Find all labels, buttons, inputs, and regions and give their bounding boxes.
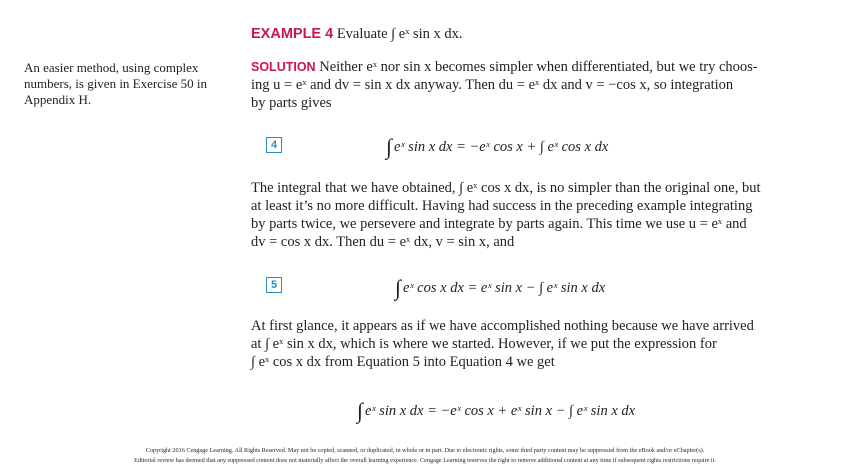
footer-line: Editorial review has deemed that any suppressed content does not materially affect the overall learning experience. Cengage Learning reserves the right to remove additional content at any time if subsequent rights restrictions require it. <box>134 457 716 464</box>
equation-5 <box>395 272 605 298</box>
combined-equation <box>357 395 635 421</box>
solution-paragraph-3 <box>251 317 776 371</box>
margin-note-line: Appendix H. <box>24 92 92 107</box>
margin-note <box>24 60 229 108</box>
text-line: ing u = eˣ and dv = sin x dx anyway. Then du = eˣ dx and v = −cos x, so integration <box>251 77 734 93</box>
example-prompt: Evaluate ∫ eˣ sin x dx. <box>336 26 463 42</box>
equation-number-5: 5 <box>266 277 282 293</box>
text-line: by parts twice, we persevere and integrate by parts again. This time we use u = eˣ and <box>251 216 747 232</box>
text-line <box>251 58 776 76</box>
example-label: EXAMPLE 4 <box>251 26 334 42</box>
combined-equation-text: eˣ sin x dx = −eˣ cos x + eˣ sin x − ∫ eˣ sin x dx <box>365 403 636 419</box>
integral-sign: ∫ <box>395 275 402 300</box>
text-line: at ∫ eˣ sin x dx, which is where we started. However, if we put the expression for <box>251 336 717 352</box>
text-line: At first glance, it appears as if we have accomplished nothing because we have arrived <box>251 318 754 334</box>
example-heading <box>251 26 463 43</box>
solution-paragraph-1 <box>251 58 776 112</box>
integral-sign: ∫ <box>386 134 393 159</box>
integral-sign: ∫ <box>357 398 364 423</box>
equation-5-text: eˣ cos x dx = eˣ sin x − ∫ eˣ sin x dx <box>403 280 606 296</box>
text-line: dv = cos x dx. Then du = eˣ dx, v = sin x, and <box>251 234 515 250</box>
equation-4 <box>386 131 608 157</box>
solution-paragraph-2 <box>251 179 776 251</box>
text-line: The integral that we have obtained, ∫ eˣ cos x dx, is no simpler than the original one, but <box>251 180 761 196</box>
text-line: by parts gives <box>251 95 332 111</box>
text-line-content: Neither eˣ nor sin x becomes simpler when differentiated, but we try choos- <box>319 59 758 75</box>
footer-line: Copyright 2016 Cengage Learning. All Rights Reserved. May not be copied, scanned, or duplicated, in whole or in part. Due to electronic rights, some third party content may be suppressed from the eBook and/or eChapter(s). <box>145 447 705 454</box>
margin-note-line: numbers, is given in Exercise 50 in <box>24 76 208 91</box>
equation-number-4: 4 <box>266 137 282 153</box>
margin-note-line: An easier method, using complex <box>24 60 199 75</box>
text-line: ∫ eˣ cos x dx from Equation 5 into Equation 4 we get <box>251 354 555 370</box>
copyright-footer <box>0 446 850 466</box>
equation-4-text: eˣ sin x dx = −eˣ cos x + ∫ eˣ cos x dx <box>394 139 609 155</box>
text-line: at least it’s no more difficult. Having had success in the preceding example integrating <box>251 198 753 214</box>
solution-label: SOLUTION <box>251 60 316 74</box>
